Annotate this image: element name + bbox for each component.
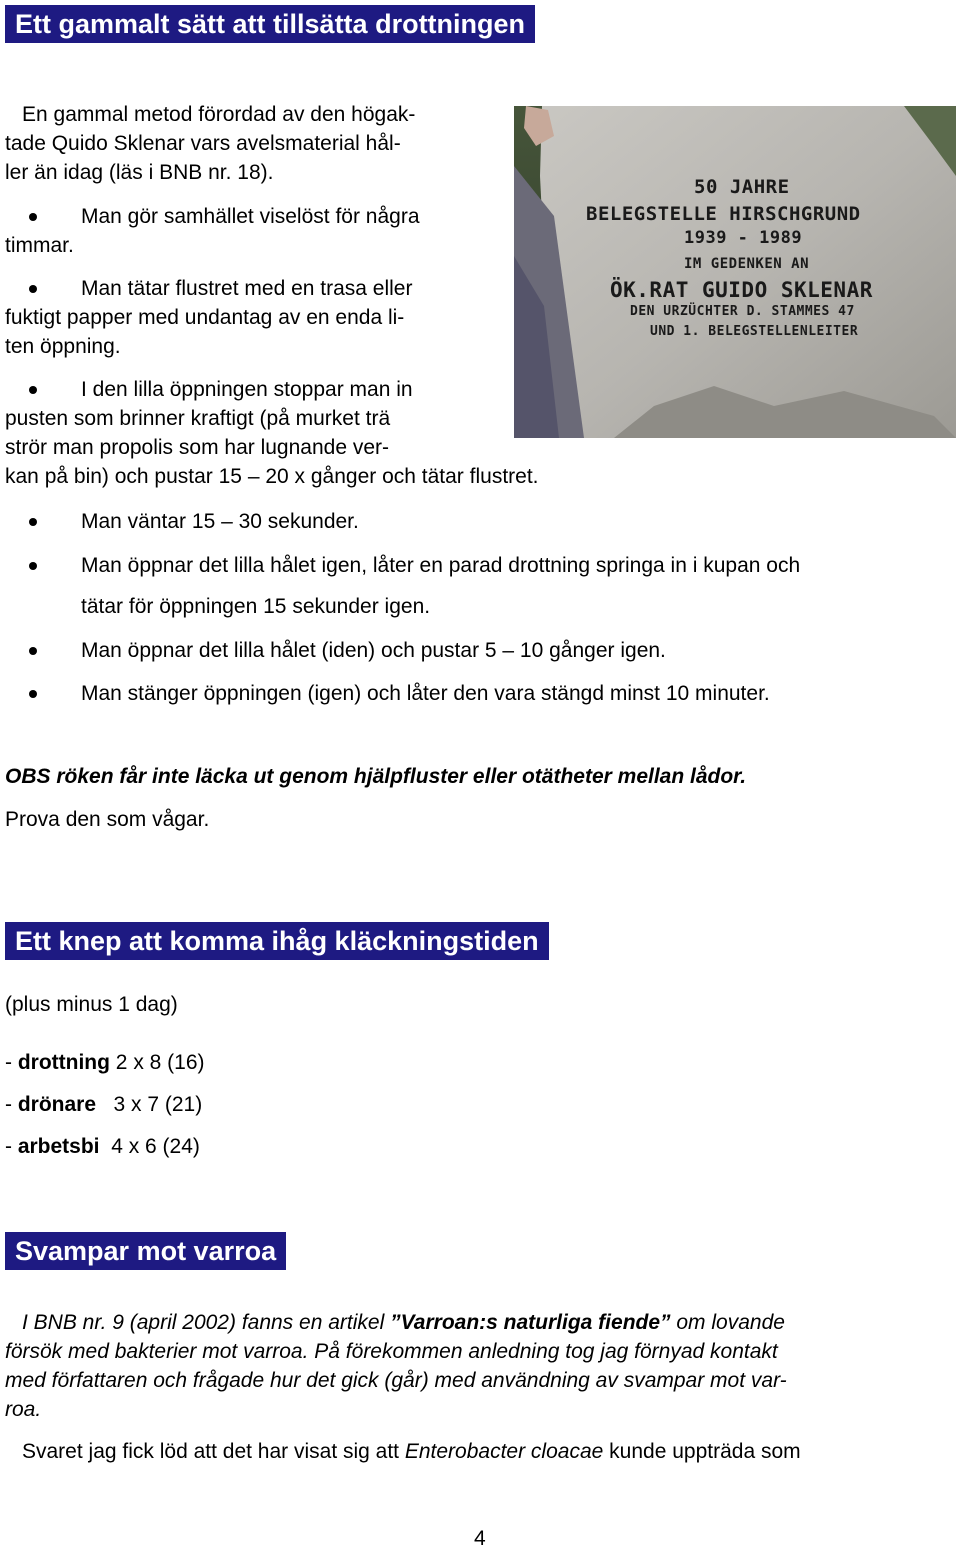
memorial-stone-photo xyxy=(514,106,956,438)
bullet-dot xyxy=(29,285,37,293)
article-para-1-line-3: med författaren och frågade hur det gick (går) med användning av svampar mot var- xyxy=(5,1369,787,1392)
stone-line-1: 50 JAHRE xyxy=(694,176,790,198)
bullet-dot xyxy=(29,386,37,394)
stone-photo-graphic xyxy=(514,106,956,438)
species-name: Enterobacter cloacae xyxy=(404,1440,604,1463)
bullet-2-line-2: fuktigt papper med undantag av en enda li- xyxy=(5,306,405,329)
article-para-2-line-1 xyxy=(22,1437,801,1467)
bullet-4: Man väntar 15 – 30 sekunder. xyxy=(81,510,359,533)
bullet-3-line-4: kan på bin) och pustar 15 – 20 x gånger och tätar flustret. xyxy=(5,465,539,488)
bullet-dot xyxy=(29,213,37,221)
bullet-2-line-3: ten öppning. xyxy=(5,335,121,358)
stone-line-5: ÖK.RAT GUIDO SKLENAR xyxy=(610,278,873,302)
bullet-3-line-3: strör man propolis som har lugnande ver- xyxy=(5,436,390,459)
intro-line-3: ler än idag (läs i BNB nr. 18). xyxy=(5,161,274,184)
section-heading-klackningstiden: Ett knep att komma ihåg kläckningstiden xyxy=(5,922,549,960)
bullet-1-line-2: timmar. xyxy=(5,234,74,257)
intro-line-2: tade Quido Sklenar vars avelsmaterial hål- xyxy=(5,132,401,155)
bullet-5-line-1: Man öppnar det lilla hålet igen, låter en parad drottning springa in i kupan och xyxy=(81,554,801,577)
bullet-7: Man stänger öppningen (igen) och låter den vara stängd minst 10 minuter. xyxy=(81,682,770,705)
stone-line-2: BELEGSTELLE HIRSCHGRUND xyxy=(586,203,861,225)
bullet-dot xyxy=(29,518,37,526)
para-text: om lovande xyxy=(670,1311,785,1334)
page-number: 4 xyxy=(474,1527,486,1550)
stone-line-4: IM GEDENKEN AN xyxy=(684,256,810,272)
row-term: arbetsbi xyxy=(17,1135,100,1158)
bullet-5-line-2: tätar för öppningen 15 sekunder igen. xyxy=(81,595,431,618)
article-para-1-line-4: roa. xyxy=(5,1398,42,1421)
bullet-6: Man öppnar det lilla hålet (iden) och pustar 5 – 10 gånger igen. xyxy=(81,639,666,662)
row-value: 4 x 6 (24) xyxy=(99,1135,200,1158)
para-text: Svaret jag fick löd att det har visat sig att xyxy=(22,1440,405,1463)
article-title: ”Varroan:s naturliga fiende” xyxy=(390,1311,671,1334)
row-term: drottning xyxy=(17,1051,110,1074)
section-heading-svampar: Svampar mot varroa xyxy=(5,1232,286,1270)
bullet-3-line-2: pusten som brinner kraftigt (på murket trä xyxy=(5,407,391,430)
bullet-1-line-1: Man gör samhället viselöst för några xyxy=(81,205,420,228)
row-value: 3 x 7 (21) xyxy=(96,1093,203,1116)
bullet-2-line-1: Man tätar flustret med en trasa eller xyxy=(81,277,413,300)
hatch-row-arbetsbi xyxy=(5,1132,200,1162)
row-dash: - xyxy=(5,1093,18,1116)
article-para-1-line-2: försök med bakterier mot varroa. På förekommen anledning tog jag förnyad kontakt xyxy=(5,1340,778,1363)
bullet-dot xyxy=(29,647,37,655)
prova-line: Prova den som vågar. xyxy=(5,808,210,831)
hatch-row-drottning xyxy=(5,1048,205,1078)
stone-line-7: UND 1. BELEGSTELLENLEITER xyxy=(650,324,859,339)
article-para-1-line-1 xyxy=(22,1308,785,1338)
tolerance-note: (plus minus 1 dag) xyxy=(5,993,178,1016)
row-term: drönare xyxy=(17,1093,97,1116)
section-heading-drottning: Ett gammalt sätt att tillsätta drottningen xyxy=(5,5,535,43)
row-dash: - xyxy=(5,1051,18,1074)
row-dash: - xyxy=(5,1135,18,1158)
bullet-3-line-1: I den lilla öppningen stoppar man in xyxy=(81,378,413,401)
stone-line-3: 1939 - 1989 xyxy=(684,228,803,248)
row-value: 2 x 8 (16) xyxy=(109,1051,205,1074)
para-text: kunde uppträda som xyxy=(603,1440,801,1463)
bullet-dot xyxy=(29,562,37,570)
hatch-row-dronare xyxy=(5,1090,202,1120)
para-text: I BNB nr. 9 (april 2002) fanns en artikel xyxy=(22,1311,391,1334)
stone-line-6: DEN URZÜCHTER D. STAMMES 47 xyxy=(630,304,855,319)
obs-warning: OBS röken får inte läcka ut genom hjälpfluster eller otätheter mellan lådor. xyxy=(5,765,747,788)
intro-line-1: En gammal metod förordad av den högak- xyxy=(22,103,416,126)
bullet-dot xyxy=(29,690,37,698)
